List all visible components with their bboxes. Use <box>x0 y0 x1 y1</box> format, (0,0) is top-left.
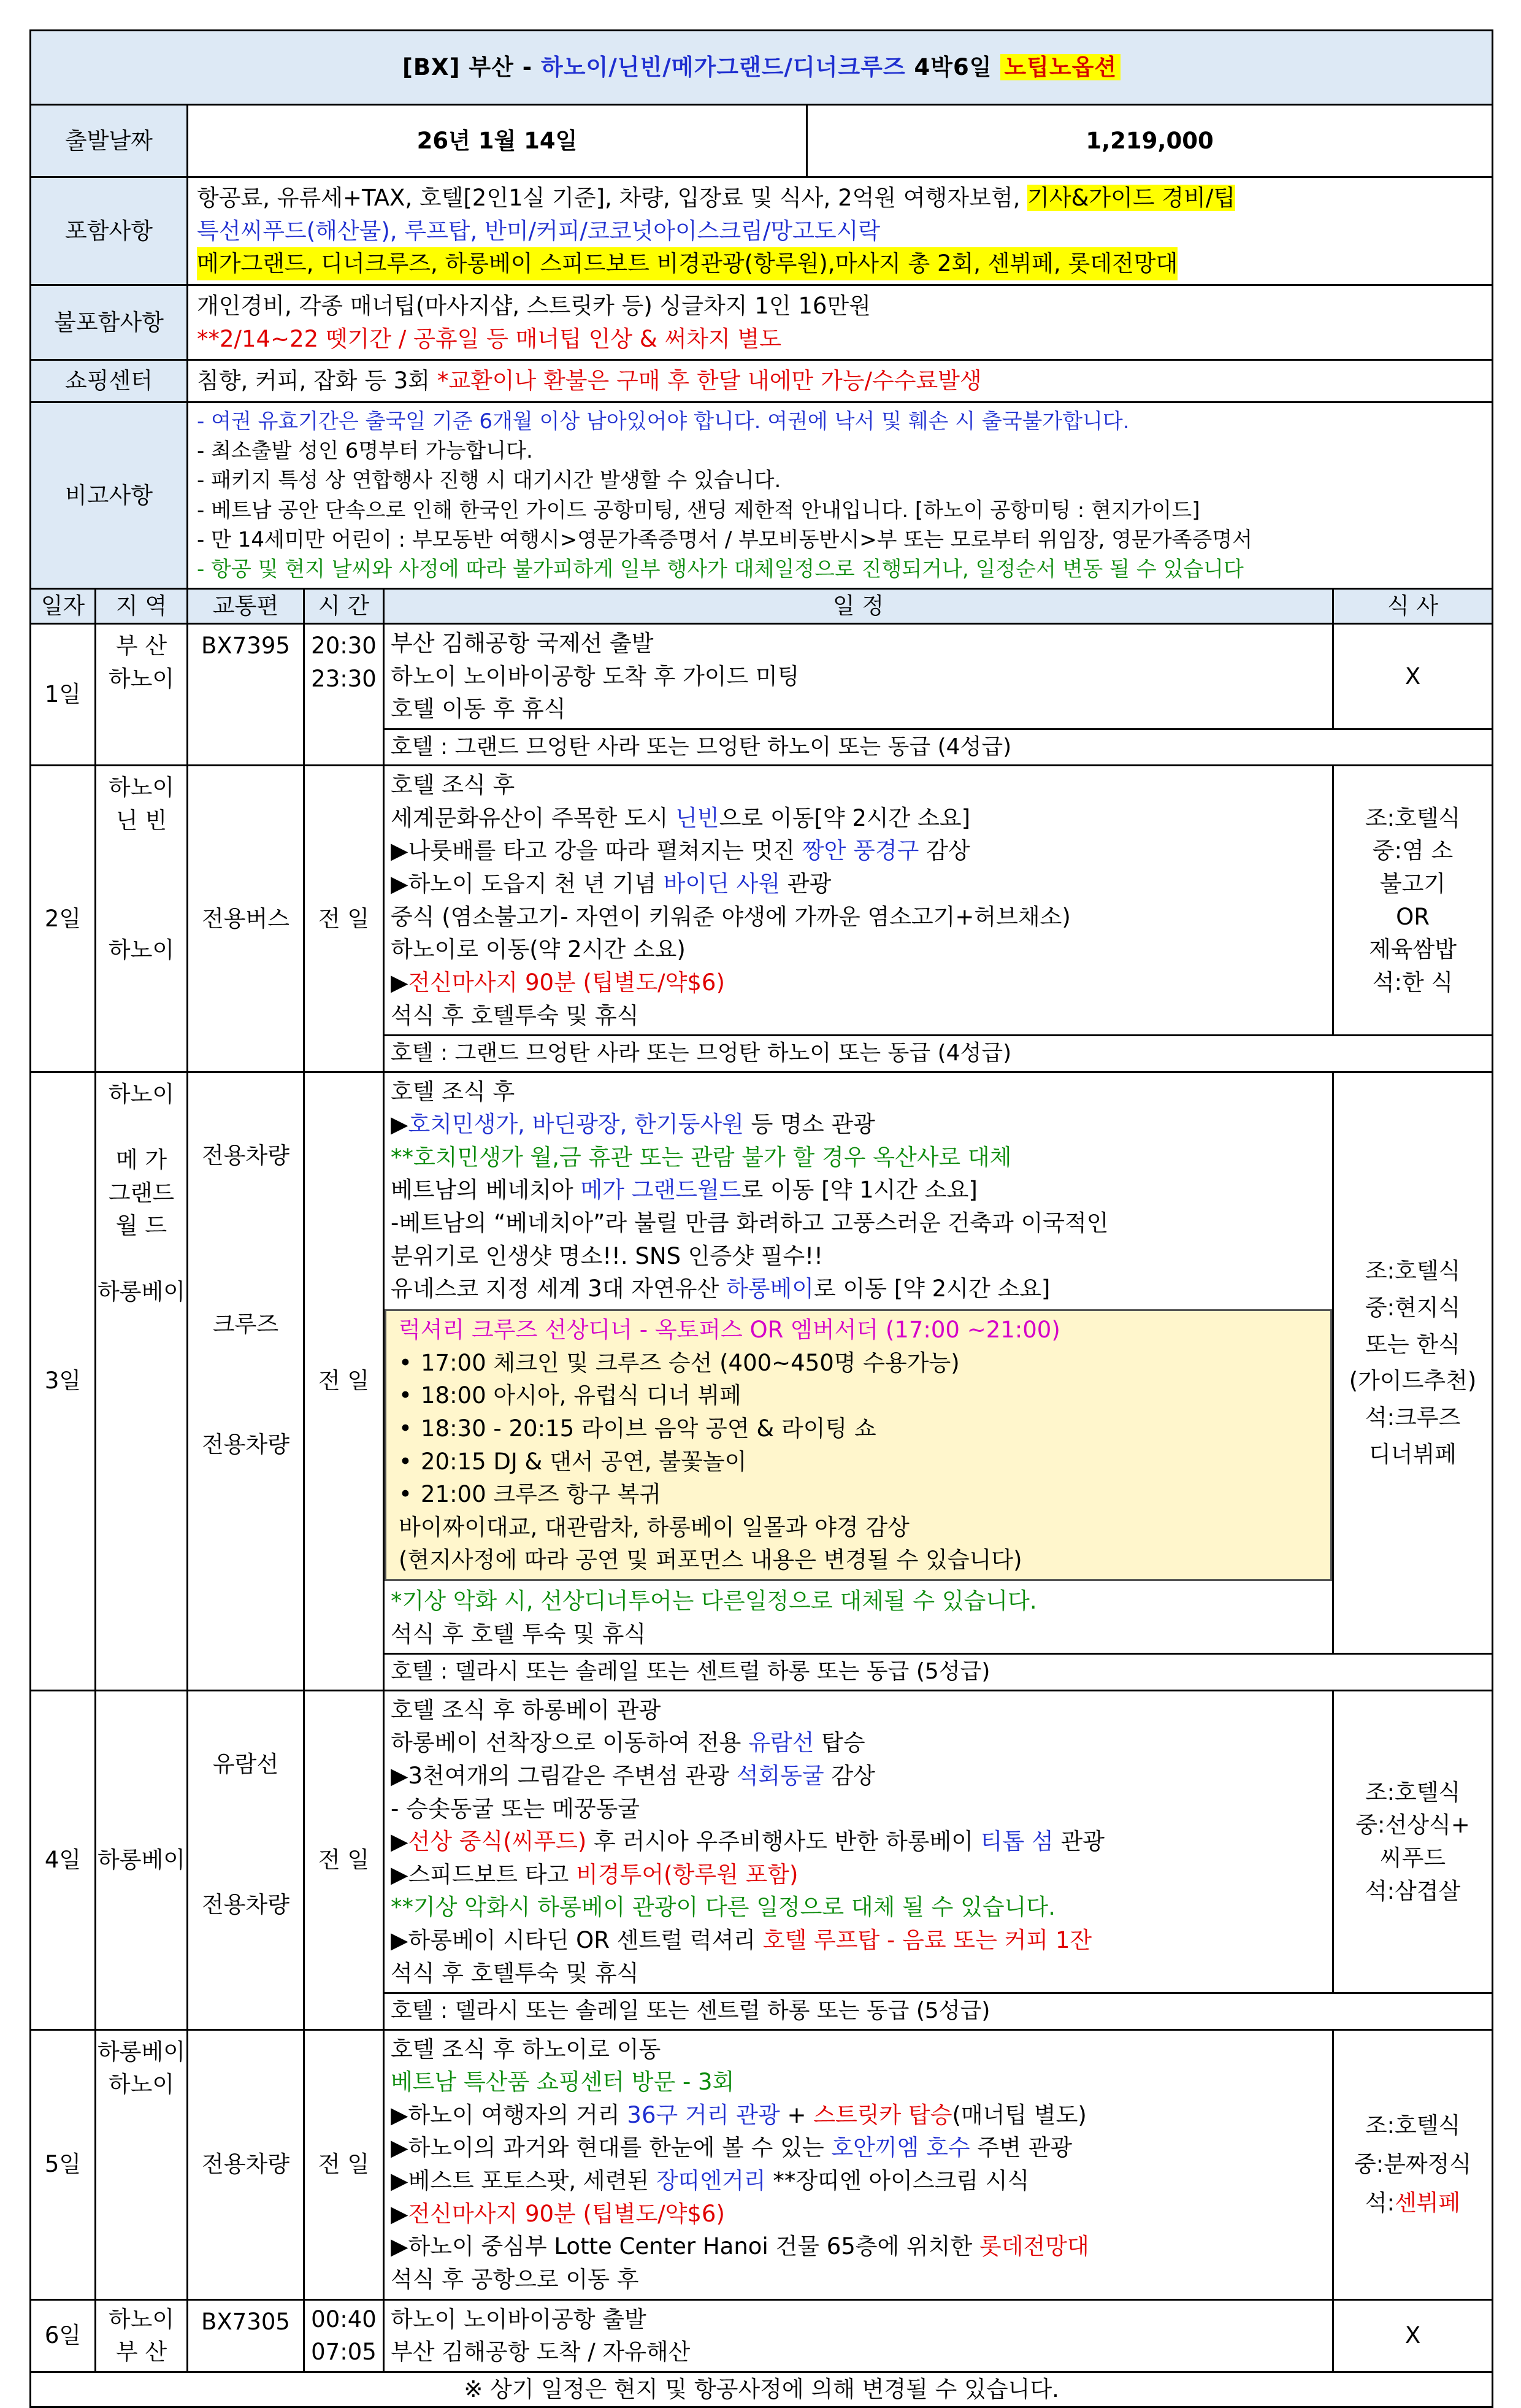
col-meal: 식 사 <box>1333 589 1493 624</box>
day2-hotel: 호텔 : 그랜드 므엉탄 사라 또는 므엉탄 하노이 또는 동급 (4성급) <box>384 1036 1493 1072</box>
col-day: 일자 <box>31 589 96 624</box>
day1-transport: BX7395 <box>188 624 304 766</box>
schedule-line: 하노이 노이바이공항 도착 후 가이드 미팅 <box>391 663 800 690</box>
schedule-highlight: 비경투어(항루원 포함) <box>576 1861 799 1888</box>
shopping-text: 침향, 커피, 잡화 등 3회 <box>197 367 437 394</box>
day4-schedule <box>384 1690 1333 1993</box>
meal-text: 중:분짜정식 <box>1354 2150 1472 2177</box>
region-text: 그랜드 <box>108 1179 175 1206</box>
schedule-highlight: 장띠엔거리 <box>656 2168 766 2195</box>
day3-label: 3일 <box>31 1072 96 1690</box>
region-text: 하노이 <box>108 774 175 801</box>
schedule-text: **장띠엔 아이스크림 시식 <box>765 2168 1030 2195</box>
schedule-line: 부산 김해공항 도착 / 자유해산 <box>391 2339 691 2366</box>
region-text: 하노이 <box>108 2306 175 2333</box>
cruise-view: 바이짜이대교, 대관람차, 하롱베이 일몰과 야경 감상 <box>399 1514 910 1541</box>
schedule-line: 석식 후 호텔투숙 및 휴식 <box>391 1002 639 1029</box>
meal-text: 석:삼겹살 <box>1365 1877 1461 1904</box>
region-text: 하롱베이 <box>98 2038 185 2065</box>
remarks-content <box>188 402 1493 589</box>
day1-schedule <box>384 624 1333 729</box>
schedule-text: ▶스피드보트 타고 <box>391 1861 577 1888</box>
day5-meal <box>1333 2029 1493 2299</box>
schedule-text: ▶ <box>391 1111 408 1138</box>
schedule-text: 감상 <box>824 1762 875 1789</box>
day1-label: 1일 <box>31 624 96 766</box>
included-line3: 메가그랜드, 디너크루즈, 하롱베이 스피드보트 비경관광(항루원),마사지 총 2회, 센뷔페, 롯데전망대 <box>197 247 1178 280</box>
day2-transport: 전용버스 <box>188 766 304 1072</box>
schedule-highlight: 석회동굴 <box>736 1762 824 1789</box>
day2-meal <box>1333 766 1493 1036</box>
day6-time <box>304 2299 384 2372</box>
day5-schedule <box>384 2029 1333 2299</box>
day1-region <box>96 624 188 766</box>
meal-text: 조:호텔식 <box>1365 2112 1461 2139</box>
schedule-text: ▶3천여개의 그림같은 주변섬 관광 <box>391 1762 737 1789</box>
schedule-highlight: 전신마사지 90분 (팁별도/약$6) <box>408 969 725 996</box>
schedule-text: 로 이동 [약 1시간 소요] <box>741 1177 978 1204</box>
schedule-line: -베트남의 “베네치아”라 불릴 만큼 화려하고 고풍스러운 건축과 이국적인 <box>391 1210 1109 1237</box>
meal-text: 중:염 소 <box>1372 837 1454 864</box>
cruise-item: 20:15 DJ & 댄서 공연, 불꽃놀이 <box>421 1448 747 1475</box>
day2-region <box>96 766 188 1072</box>
shopping-content <box>188 360 1493 402</box>
day3-schedule <box>384 1072 1333 1654</box>
excluded-line2: **2/14~22 뗏기간 / 공휴일 등 매너팁 인상 & 써차지 별도 <box>197 325 781 352</box>
region-text: 하노이 <box>108 937 175 964</box>
meal-text: 조:호텔식 <box>1365 1779 1461 1806</box>
meal-text: 씨푸드 <box>1379 1844 1446 1871</box>
region-text: 하롱베이 <box>98 1279 185 1306</box>
day6-meal: X <box>1333 2299 1493 2372</box>
region-text: 하노이 <box>108 2071 175 2098</box>
schedule-line: 중식 (염소불고기- 자연이 키워준 야생에 가까운 염소고기+허브채소) <box>391 903 1071 930</box>
remark-line: - 최소출발 성인 6명부터 가능합니다. <box>197 439 533 464</box>
schedule-text: + <box>780 2101 814 2128</box>
schedule-highlight: 호안끼엠 호수 <box>831 2134 970 2161</box>
transport-text: 전용차량 <box>202 1431 289 1458</box>
schedule-line: 석식 후 공항으로 이동 후 <box>391 2266 639 2293</box>
day6-label: 6일 <box>31 2299 96 2372</box>
schedule-line: 부산 김해공항 국제선 출발 <box>391 630 654 657</box>
day4-meal <box>1333 1690 1493 1993</box>
meal-text: 조:호텔식 <box>1365 1257 1461 1284</box>
col-time: 시 간 <box>304 589 384 624</box>
schedule-text: ▶하노이의 과거와 현대를 한눈에 볼 수 있는 <box>391 2134 832 2161</box>
time-text: 20:30 <box>311 633 377 660</box>
schedule-highlight: 짱안 풍경구 <box>802 837 919 864</box>
region-text: 하노이 <box>108 1080 175 1107</box>
schedule-text: 주변 관광 <box>970 2134 1073 2161</box>
region-text: 부 산 <box>115 2339 167 2366</box>
remark-line: - 만 14세미만 어린이 : 부모동반 여행시>영문가족증명서 / 부모비동반시>부 또는 모로부터 위임장, 영문가족증명서 <box>197 527 1253 552</box>
meal-text: OR <box>1396 903 1430 930</box>
title-destinations: 하노이/닌빈/메가그랜드/디너크루즈 <box>540 54 906 81</box>
schedule-text: ▶하롱베이 시타딘 OR 센트럴 럭셔리 <box>391 1927 763 1954</box>
meal-text: 제육쌈밥 <box>1369 936 1457 963</box>
schedule-text: ▶하노이 중심부 Lotte Center Hanoi 건물 65층에 위치한 <box>391 2233 980 2260</box>
page-title <box>31 31 1493 105</box>
region-text: 월 드 <box>115 1212 167 1239</box>
schedule-text: 베트남의 베네치아 <box>391 1177 581 1204</box>
day2-schedule <box>384 766 1333 1036</box>
region-text: 닌 빈 <box>115 807 167 834</box>
schedule-highlight: 호텔 루프탑 - 음료 또는 커피 1잔 <box>762 1927 1092 1954</box>
meal-text: 석: <box>1365 2189 1395 2216</box>
meal-text: 석:한 식 <box>1372 969 1454 996</box>
meal-text: 중:현지식 <box>1365 1294 1461 1321</box>
day4-region: 하롱베이 <box>96 1690 188 2029</box>
title-duration: 4박6일 <box>905 54 1001 81</box>
schedule-text: (매너팁 별도) <box>952 2101 1087 2128</box>
shopping-label: 쇼핑센터 <box>31 360 188 402</box>
day2-label: 2일 <box>31 766 96 1072</box>
schedule-highlight: 티톱 섬 <box>980 1828 1054 1855</box>
day6-transport: BX7305 <box>188 2299 304 2372</box>
schedule-line: 분위기로 인생샷 명소!!. SNS 인증샷 필수!! <box>391 1242 823 1269</box>
schedule-text: ▶하노이 여행자의 거리 <box>391 2101 627 2128</box>
schedule-text: 관광 <box>780 871 832 898</box>
day2-time: 전 일 <box>304 766 384 1072</box>
included-line1-highlight: 기사&가이드 경비/팁 <box>1027 185 1236 211</box>
cruise-item: 18:00 아시아, 유럽식 디너 뷔페 <box>421 1382 741 1409</box>
day4-label: 4일 <box>31 1690 96 2029</box>
excluded-label: 불포함사항 <box>31 285 188 360</box>
schedule-line: - 승솟동굴 또는 메꿍동굴 <box>391 1795 640 1822</box>
day3-time: 전 일 <box>304 1072 384 1690</box>
schedule-text: 탑승 <box>814 1729 865 1756</box>
day4-time: 전 일 <box>304 1690 384 2029</box>
day3-hotel: 호텔 : 델라시 또는 솔레일 또는 센트럴 하롱 또는 동급 (5성급) <box>384 1654 1493 1690</box>
day1-hotel: 호텔 : 그랜드 므엉탄 사라 또는 므엉탄 하노이 또는 동급 (4성급) <box>384 729 1493 766</box>
schedule-highlight: 선상 중식(씨푸드) <box>408 1828 587 1855</box>
cruise-title: 럭셔리 크루즈 선상디너 - 옥토퍼스 OR 엠버서더 (17:00 ~21:00) <box>399 1316 1060 1343</box>
cruise-item: 21:00 크루즈 항구 복귀 <box>421 1481 662 1508</box>
schedule-line: 호텔 조식 후 <box>391 1078 515 1105</box>
schedule-text: ▶베스트 포토스팟, 세련된 <box>391 2168 656 2195</box>
departure-label: 출발날짜 <box>31 105 188 177</box>
schedule-text: ▶ <box>391 969 408 996</box>
schedule-line: 석식 후 호텔투숙 및 휴식 <box>391 1960 639 1987</box>
remark-line: - 여권 유효기간은 출국일 기준 6개월 이상 남아있어야 합니다. 여권에 낙서 및 훼손 시 출국불가합니다. <box>197 409 1130 434</box>
schedule-line: **기상 악화시 하롱베이 관광이 다른 일정으로 대체 될 수 있습니다. <box>391 1894 1056 1921</box>
departure-date: 26년 1월 14일 <box>188 105 807 177</box>
meal-text: 또는 한식 <box>1365 1331 1460 1358</box>
schedule-text: 관광 <box>1053 1828 1105 1855</box>
day6-schedule <box>384 2299 1333 2372</box>
schedule-highlight: 롯데전망대 <box>979 2233 1089 2260</box>
schedule-text: ▶하노이 도읍지 천 년 기념 <box>391 871 664 898</box>
meal-text: 불고기 <box>1379 871 1446 898</box>
schedule-text: 으로 이동[약 2시간 소요] <box>719 804 971 831</box>
remark-line: - 항공 및 현지 날씨와 사정에 따라 불가피하게 일부 행사가 대체일정으로 진행되거나, 일정순서 변동 될 수 있습니다 <box>197 557 1244 582</box>
cruise-note: (현지사정에 따라 공연 및 퍼포먼스 내용은 변경될 수 있습니다) <box>399 1547 1022 1574</box>
included-line1: 항공료, 유류세+TAX, 호텔[2인1실 기준], 차량, 입장료 및 식사, 2억원 여행자보험, <box>197 185 1028 211</box>
included-line2: 특선씨푸드(해산물), 루프탑, 반미/커피/코코넛아이스크림/망고도시락 <box>197 217 881 244</box>
schedule-highlight: 전신마사지 90분 (팁별도/약$6) <box>408 2200 725 2227</box>
col-region: 지 역 <box>96 589 188 624</box>
meal-text: 중:선상식+ <box>1355 1812 1470 1839</box>
itinerary-page <box>29 29 1492 2408</box>
time-text: 00:40 <box>311 2306 377 2333</box>
schedule-line: **호치민생가 월,금 휴관 또는 관람 불가 할 경우 옥산사로 대체 <box>391 1144 1012 1171</box>
included-content <box>188 177 1493 285</box>
transport-text: 유람선 <box>212 1750 279 1777</box>
schedule-highlight: 닌빈 <box>675 804 719 831</box>
schedule-highlight: 하롱베이 <box>726 1275 814 1302</box>
schedule-text: 후 러시아 우주비행사도 반한 하롱베이 <box>586 1828 981 1855</box>
included-label: 포함사항 <box>31 177 188 285</box>
day3-transport <box>188 1072 304 1690</box>
schedule-line: 호텔 이동 후 휴식 <box>391 696 566 723</box>
day4-hotel: 호텔 : 델라시 또는 솔레일 또는 센트럴 하롱 또는 동급 (5성급) <box>384 1993 1493 2029</box>
day1-meal: X <box>1333 624 1493 729</box>
cruise-item: 18:30 - 20:15 라이브 음악 공연 & 라이팅 쇼 <box>421 1415 876 1442</box>
meal-text: 조:호텔식 <box>1365 804 1461 831</box>
schedule-line: 호텔 조식 후 하롱베이 관광 <box>391 1696 661 1723</box>
schedule-highlight: 메가 그랜드월드 <box>580 1177 741 1204</box>
meal-highlight: 센뷔페 <box>1395 2189 1461 2216</box>
meal-text: (가이드추천) <box>1349 1367 1477 1394</box>
meal-text: 석:크루즈 <box>1365 1404 1461 1431</box>
time-text: 07:05 <box>311 2339 377 2366</box>
time-text: 23:30 <box>311 665 377 692</box>
schedule-text: 세계문화유산이 주목한 도시 <box>391 804 676 831</box>
remark-line: - 패키지 특성 상 연합행사 진행 시 대기시간 발생할 수 있습니다. <box>197 468 781 493</box>
region-text: 부 산 <box>115 633 167 660</box>
schedule-highlight: 호치민생가, 바딘광장, 한기둥사원 <box>408 1111 744 1138</box>
day3-region <box>96 1072 188 1690</box>
schedule-line: 석식 후 호텔 투숙 및 휴식 <box>391 1620 646 1647</box>
schedule-text: ▶ <box>391 1828 408 1855</box>
schedule-line: 호텔 조식 후 <box>391 772 515 799</box>
schedule-line: 호텔 조식 후 하노이로 이동 <box>391 2036 661 2063</box>
day5-time: 전 일 <box>304 2029 384 2299</box>
itinerary-table <box>29 29 1493 2408</box>
schedule-text: 하롱베이 선착장으로 이동하여 전용 <box>391 1729 749 1756</box>
shopping-note: *교환이나 환불은 구매 후 한달 내에만 가능/수수료발생 <box>437 367 982 394</box>
footer-note: ※ 상기 일정은 현지 및 항공사정에 의해 변경될 수 있습니다. <box>31 2372 1493 2407</box>
day3-meal <box>1333 1072 1493 1654</box>
schedule-highlight: 유람선 <box>748 1729 814 1756</box>
day5-region <box>96 2029 188 2299</box>
title-highlight: 노팁노옵션 <box>1000 54 1121 80</box>
remarks-label: 비고사항 <box>31 402 188 589</box>
meal-text: 디너뷔페 <box>1369 1441 1457 1468</box>
day5-transport: 전용차량 <box>188 2029 304 2299</box>
excluded-line1: 개인경비, 각종 매너팁(마사지샵, 스트릿카 등) 싱글차지 1인 16만원 <box>197 292 871 319</box>
schedule-highlight: 바이딘 사원 <box>663 871 781 898</box>
col-schedule: 일 정 <box>384 589 1333 624</box>
day6-region <box>96 2299 188 2372</box>
transport-text: 전용차량 <box>202 1891 289 1918</box>
region-text: 메 가 <box>115 1147 167 1174</box>
day4-transport <box>188 1690 304 2029</box>
schedule-text: 로 이동 [약 2시간 소요] <box>813 1275 1051 1302</box>
schedule-text: ▶나룻배를 타고 강을 따라 펼쳐지는 멋진 <box>391 837 802 864</box>
remark-line: - 베트남 공안 단속으로 인해 한국인 가이드 공항미팅, 샌딩 제한적 안내입니다. [하노이 공항미팅 : 현지가이드] <box>197 498 1200 523</box>
day1-time <box>304 624 384 766</box>
day5-label: 5일 <box>31 2029 96 2299</box>
cruise-item: 17:00 체크인 및 크루즈 승선 (400~450명 수용가능) <box>421 1349 960 1376</box>
title-prefix: [BX] 부산 - <box>402 54 541 81</box>
schedule-line: 하노이로 이동(약 2시간 소요) <box>391 936 686 963</box>
schedule-line: 하노이 노이바이공항 출발 <box>391 2306 646 2333</box>
cruise-box: 럭셔리 크루즈 선상디너 - 옥토퍼스 OR 엠버서더 (17:00 ~21:00) • 17:00 체크인 및 크루즈 승선 (400~450명 수용가능) • 18:00 아시아, 유럽식 디너 뷔페 • 18:30 - 20:15 라이브 음악 공연 & 라이팅 쇼 • 20:15 DJ & 댄서 공연, 불꽃놀이 • 21:00 크루즈 항구 복귀 바이짜이대교, 대관람차, 하롱베이 일몰과 야경 감상 (현지사정에 따라 공연 및 퍼포먼스 내용은 변경될 수 있습니다) <box>385 1309 1332 1581</box>
price: 1,219,000 <box>807 105 1493 177</box>
transport-text: 전용차량 <box>202 1142 289 1169</box>
transport-text: 크루즈 <box>212 1311 279 1338</box>
schedule-text: ▶ <box>391 2200 408 2227</box>
schedule-text: 감상 <box>919 837 970 864</box>
excluded-content <box>188 285 1493 360</box>
schedule-text: 유네스코 지정 세계 3대 자연유산 <box>391 1275 726 1302</box>
schedule-line: 베트남 특산품 쇼핑센터 방문 - 3회 <box>391 2069 735 2096</box>
schedule-highlight: 스트릿카 탑승 <box>813 2101 952 2128</box>
schedule-highlight: 36구 거리 관광 <box>627 2101 780 2128</box>
schedule-text: 등 명소 관광 <box>743 1111 875 1138</box>
region-text: 하노이 <box>108 665 175 692</box>
schedule-line: *기상 악화 시, 선상디너투어는 다른일정으로 대체될 수 있습니다. <box>391 1588 1037 1615</box>
col-transport: 교통편 <box>188 589 304 624</box>
